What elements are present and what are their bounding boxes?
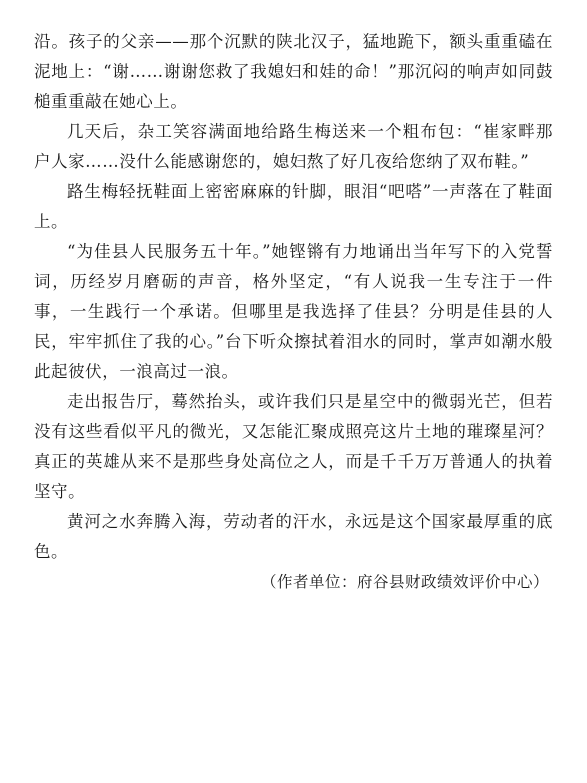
paragraph-reflection: 走出报告厅，蓦然抬头，或许我们只是星空中的微弱光芒，但若没有这些看似平凡的微光，又怎能汇聚成照亮这片土地的璀璨星河？真正的英雄从来不是那些身处高位之人，而是千千万万普通人的执着坚守。: [34, 392, 553, 501]
paragraph-gift: 几天后，杂工笑容满面地给路生梅送来一个粗布包：“崔家畔那户人家……没什么能感谢您的，媳妇熬了好几夜给您纳了双布鞋。”: [34, 122, 553, 171]
paragraph-closing: 黄河之水奔腾入海，劳动者的汗水，永远是这个国家最厚重的底色。: [34, 512, 553, 561]
paragraph-tears: 路生梅轻抚鞋面上密密麻麻的针脚，眼泪“吧嗒”一声落在了鞋面上。: [34, 182, 553, 231]
article-body: [34, 27, 553, 597]
paragraph-oath: “为佳县人民服务五十年。”她铿锵有力地诵出当年写下的入党誓词，历经岁月磨砺的声音，格外坚定，“有人说我一生专注于一件事，一生践行一个承诺。但哪里是我选择了佳县？分明是佳县的人民，牢牢抓住了我的心。”台下听众擦拭着泪水的同时，掌声如潮水般此起彼伏，一浪高过一浪。: [34, 242, 553, 381]
paragraph-continuation: 沿。孩子的父亲——那个沉默的陕北汉子，猛地跪下，额头重重磕在泥地上：“谢……谢谢您救了我媳妇和娃的命！”那沉闷的响声如同鼓槌重重敲在她心上。: [34, 32, 553, 111]
author-affiliation: （作者单位：府谷县财政绩效评价中心）: [260, 573, 549, 591]
